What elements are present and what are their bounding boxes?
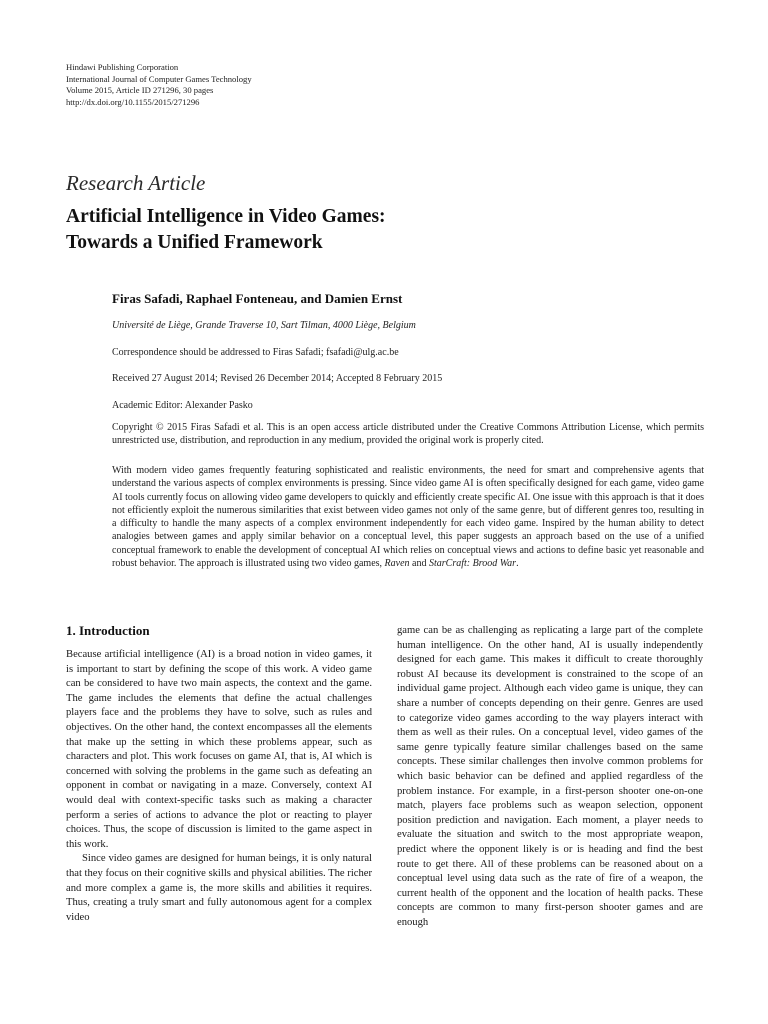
- abstract-connector: and: [409, 558, 429, 570]
- copyright-notice: Copyright © 2015 Firas Safadi et al. This is an open access article distributed under the Creative Commons Attribution License, which permits unrestricted use, distribution, and reproduction in any medium, provided the original work is properly cited.: [112, 422, 704, 447]
- author-list: Firas Safadi, Raphael Fonteneau, and Damien Ernst: [112, 291, 403, 306]
- article-type: Research Article: [66, 171, 206, 195]
- game-name-starcraft: StarCraft: Brood War: [429, 558, 517, 570]
- abstract-end: .: [516, 558, 519, 570]
- section-heading: 1. Introduction: [66, 623, 150, 638]
- game-name-raven: Raven: [384, 558, 410, 570]
- paragraph: Because artificial intelligence (AI) is a broad notion in video games, it is important to start by defining the scope of this work. A video game can be considered to have two main aspects, the context and the game. The game includes the elements that define the actual challenges players face and the problems they have to solve, such as rules and objectives. On the other hand, the context encompasses all the elements that make up the setting in which these problems appear, such as characters and plot. This work focuses on game AI, that is, AI which is concerned with solving the problems in the game such as defeating an opponent in combat or navigating in a maze. Conversely, context AI would deal with context-specific tasks such as making a character perform a series of actions to advance the plot or reacting to player choices. Thus, the scope of discussion is limited to the game aspect in this work.: [66, 649, 372, 850]
- correspondence: Correspondence should be addressed to Firas Safadi; fsafadi@ulg.ac.be: [112, 347, 399, 358]
- abstract: [112, 464, 704, 570]
- abstract-text: With modern video games frequently featuring sophisticated and realistic environments, the need for smart and comprehensive agents that understand the various aspects of complex environments is pressing. Since video game AI is often specifically designed for each game, video game AI tools currently focus on allowing video game developers to quickly and efficiently create specific AI. One issue with this approach is that it does not efficiently exploit the numerous similarities that exist between video games not only of the same genre, but of different genres too, resulting in a difficulty to handle the many aspects of a complex environment independently for each video game. Inspired by the human ability to detect analogies between games and apply similar behavior on a conceptual level, this paper suggests an approach based on the use of a unified conceptual framework to enable the development of conceptual AI which relies on conceptual views and actions to define basic yet reasonable and robust behavior. The approach is illustrated using two video games,: [112, 465, 704, 570]
- academic-editor: Academic Editor: Alexander Pasko: [112, 400, 253, 411]
- volume-line: Volume 2015, Article ID 271296, 30 pages: [66, 85, 214, 96]
- paragraph: Since video games are designed for human beings, it is only natural that they focus on their cognitive skills and physical abilities. The richer and more complex a game is, the more skills and abilities it requires. Thus, creating a truly smart and fully autonomous agent for a complex video: [66, 853, 372, 923]
- title-line-2: Towards a Unified Framework: [66, 232, 323, 253]
- body-column-right: [397, 624, 703, 930]
- publisher-line: Hindawi Publishing Corporation: [66, 62, 179, 72]
- body-column-left: [66, 648, 372, 925]
- paragraph: game can be as challenging as replicating a large part of the complete human intelligence. On the other hand, AI is usually independently designed for each game. This makes it difficult to create thoroughly robust AI because its development is constrained to the scope of an individual game project. Although each video game is unique, they can share a number of concepts depending on their genre. Genres are used to categorize video games according to the way players interact with them as well as their rules. On a conceptual level, video games of the same genre typically feature similar challenges based on the same concepts. These similar challenges then involve common problems for which basic behavior can be defined and applied regardless of the problem instance. For example, in a first-person shooter one-on-one match, players face problems such as weapon selection, opponent position prediction and navigation. Each moment, a player needs to evaluate the situation and switch to the most appropriate weapon, predict where the opponent likely is or is heading and find the best route to get there. All of these problems can be reasoned about on a conceptual level using data such as the rate of fire of a weapon, the current health of the opponent and the location of health packs. These concepts are common to many first-person shooter games and are enough: [397, 625, 703, 928]
- title-line-1: Artificial Intelligence in Video Games:: [66, 206, 386, 227]
- journal-header: [66, 62, 252, 108]
- article-title: [66, 204, 386, 256]
- affiliation: Université de Liège, Grande Traverse 10, Sart Tilman, 4000 Liège, Belgium: [112, 320, 416, 331]
- journal-name: International Journal of Computer Games Technology: [66, 73, 252, 84]
- doi-link[interactable]: http://dx.doi.org/10.1155/2015/271296: [66, 96, 200, 107]
- submission-dates: Received 27 August 2014; Revised 26 December 2014; Accepted 8 February 2015: [112, 373, 443, 384]
